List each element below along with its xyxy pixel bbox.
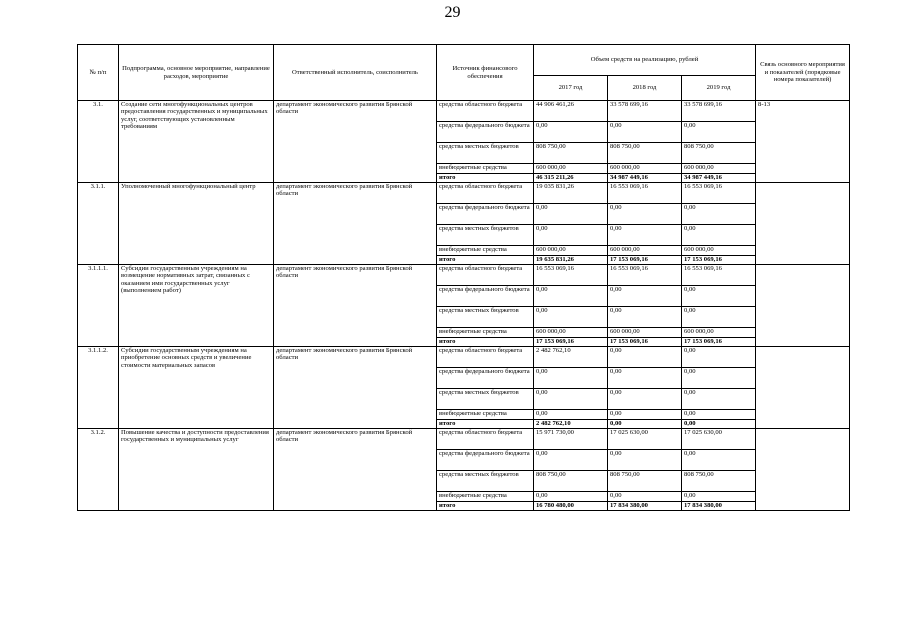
row-executor: департамент экономического развития Брянской области xyxy=(274,183,437,265)
amount-2019: 17 153 069,16 xyxy=(682,338,756,347)
amount-2019: 0,00 xyxy=(682,204,756,225)
amount-2018: 17 153 069,16 xyxy=(608,256,682,265)
amount-2017: 0,00 xyxy=(534,225,608,246)
row-code: 3.1.2. xyxy=(78,429,119,511)
amount-2017: 0,00 xyxy=(534,204,608,225)
funding-source: средства местных бюджетов xyxy=(437,389,534,410)
amount-2019: 0,00 xyxy=(682,286,756,307)
funding-source: средства областного бюджета xyxy=(437,265,534,286)
amount-2019: 0,00 xyxy=(682,347,756,368)
indicator-link: 8-13 xyxy=(756,101,850,183)
amount-2018: 600 000,00 xyxy=(608,328,682,338)
amount-2019: 0,00 xyxy=(682,450,756,471)
amount-2019: 600 000,00 xyxy=(682,164,756,174)
amount-2017: 0,00 xyxy=(534,286,608,307)
amount-2017: 0,00 xyxy=(534,450,608,471)
amount-2019: 0,00 xyxy=(682,389,756,410)
funding-source: итого xyxy=(437,502,534,511)
funding-source: средства местных бюджетов xyxy=(437,471,534,492)
amount-2018: 17 834 380,00 xyxy=(608,502,682,511)
amount-2017: 2 482 762,10 xyxy=(534,420,608,429)
amount-2018: 0,00 xyxy=(608,492,682,502)
amount-2019: 0,00 xyxy=(682,122,756,143)
amount-2019: 0,00 xyxy=(682,225,756,246)
funding-source: итого xyxy=(437,338,534,347)
amount-2017: 16 780 480,00 xyxy=(534,502,608,511)
indicator-link xyxy=(756,183,850,265)
row-executor: департамент экономического развития Брянской области xyxy=(274,101,437,183)
funding-source: средства федерального бюджета xyxy=(437,122,534,143)
table-row xyxy=(78,265,850,286)
funding-source: средства областного бюджета xyxy=(437,183,534,204)
amount-2018: 808 750,00 xyxy=(608,471,682,492)
amount-2017: 600 000,00 xyxy=(534,164,608,174)
row-executor: департамент экономического развития Брянской области xyxy=(274,429,437,511)
funding-source: внебюджетные средства xyxy=(437,246,534,256)
amount-2017: 19 035 831,26 xyxy=(534,183,608,204)
amount-2018: 34 987 449,16 xyxy=(608,174,682,183)
header-executor: Ответственный исполнитель, соисполнитель xyxy=(274,45,437,101)
amount-2018: 0,00 xyxy=(608,410,682,420)
amount-2019: 34 987 449,16 xyxy=(682,174,756,183)
amount-2017: 15 971 730,00 xyxy=(534,429,608,450)
table-body xyxy=(78,101,850,511)
amount-2018: 0,00 xyxy=(608,286,682,307)
funding-source: средства областного бюджета xyxy=(437,101,534,122)
amount-2019: 16 553 069,16 xyxy=(682,265,756,286)
header-source: Источник финансового обеспечения xyxy=(437,45,534,101)
indicator-link xyxy=(756,265,850,347)
amount-2018: 808 750,00 xyxy=(608,143,682,164)
amount-2017: 0,00 xyxy=(534,492,608,502)
funding-source: средства федерального бюджета xyxy=(437,204,534,225)
amount-2018: 0,00 xyxy=(608,368,682,389)
amount-2018: 0,00 xyxy=(608,307,682,328)
amount-2019: 0,00 xyxy=(682,420,756,429)
amount-2017: 17 153 069,16 xyxy=(534,338,608,347)
funding-source: средства федерального бюджета xyxy=(437,368,534,389)
row-activity-name: Уполномоченный многофункциональный центр xyxy=(119,183,274,265)
amount-2018: 0,00 xyxy=(608,420,682,429)
amount-2018: 0,00 xyxy=(608,389,682,410)
amount-2017: 0,00 xyxy=(534,122,608,143)
header-subprogram: Подпрограмма, основное мероприятие, направление расходов, мероприятие xyxy=(119,45,274,101)
header-year-2018: 2018 год xyxy=(608,76,682,101)
funding-source: внебюджетные средства xyxy=(437,492,534,502)
amount-2018: 0,00 xyxy=(608,450,682,471)
row-code: 3.1.1.1. xyxy=(78,265,119,347)
amount-2019: 17 153 069,16 xyxy=(682,256,756,265)
amount-2019: 0,00 xyxy=(682,368,756,389)
amount-2019: 33 578 699,16 xyxy=(682,101,756,122)
amount-2018: 16 553 069,16 xyxy=(608,265,682,286)
funding-source: средства местных бюджетов xyxy=(437,143,534,164)
amount-2018: 0,00 xyxy=(608,204,682,225)
funding-source: средства местных бюджетов xyxy=(437,307,534,328)
funding-source: внебюджетные средства xyxy=(437,164,534,174)
row-code: 3.1.1.2. xyxy=(78,347,119,429)
row-activity-name: Субсидии государственным учреждениям на возмещение нормативных затрат, связанных с оказанием ими государственных услуг (выполнением работ) xyxy=(119,265,274,347)
amount-2019: 808 750,00 xyxy=(682,471,756,492)
funding-source: итого xyxy=(437,174,534,183)
indicator-link xyxy=(756,347,850,429)
amount-2019: 0,00 xyxy=(682,307,756,328)
row-activity-name: Повышение качества и доступности предоставления государственных и муниципальных услуг xyxy=(119,429,274,511)
funding-source: средства федерального бюджета xyxy=(437,286,534,307)
funding-source: средства местных бюджетов xyxy=(437,225,534,246)
header-year-2017: 2017 год xyxy=(534,76,608,101)
amount-2019: 600 000,00 xyxy=(682,246,756,256)
header-year-2019: 2019 год xyxy=(682,76,756,101)
row-code: 3.1. xyxy=(78,101,119,183)
amount-2018: 33 578 699,16 xyxy=(608,101,682,122)
amount-2019: 16 553 069,16 xyxy=(682,183,756,204)
table-row xyxy=(78,101,850,122)
amount-2019: 808 750,00 xyxy=(682,143,756,164)
amount-2018: 600 000,00 xyxy=(608,164,682,174)
amount-2018: 600 000,00 xyxy=(608,246,682,256)
funding-source: средства областного бюджета xyxy=(437,429,534,450)
amount-2019: 600 000,00 xyxy=(682,328,756,338)
funding-source: средства федерального бюджета xyxy=(437,450,534,471)
amount-2017: 0,00 xyxy=(534,368,608,389)
row-executor: департамент экономического развития Брянской области xyxy=(274,347,437,429)
row-activity-name: Субсидии государственным учреждениям на приобретение основных средств и увеличение стоимости материальных запасов xyxy=(119,347,274,429)
funding-source: средства областного бюджета xyxy=(437,347,534,368)
amount-2017: 600 000,00 xyxy=(534,246,608,256)
amount-2017: 19 635 831,26 xyxy=(534,256,608,265)
amount-2018: 16 553 069,16 xyxy=(608,183,682,204)
amount-2017: 0,00 xyxy=(534,307,608,328)
amount-2017: 46 315 211,26 xyxy=(534,174,608,183)
funding-source: внебюджетные средства xyxy=(437,410,534,420)
amount-2017: 808 750,00 xyxy=(534,471,608,492)
amount-2019: 17 025 630,00 xyxy=(682,429,756,450)
amount-2019: 0,00 xyxy=(682,410,756,420)
header-link: Связь основного мероприятия и показателей (порядковые номера показателей) xyxy=(756,45,850,101)
amount-2017: 2 482 762,10 xyxy=(534,347,608,368)
amount-2018: 0,00 xyxy=(608,347,682,368)
table-row xyxy=(78,183,850,204)
table-row xyxy=(78,347,850,368)
amount-2017: 808 750,00 xyxy=(534,143,608,164)
amount-2018: 17 153 069,16 xyxy=(608,338,682,347)
amount-2019: 0,00 xyxy=(682,492,756,502)
funding-source: внебюджетные средства xyxy=(437,328,534,338)
row-code: 3.1.1. xyxy=(78,183,119,265)
amount-2018: 17 025 630,00 xyxy=(608,429,682,450)
amount-2019: 17 834 380,00 xyxy=(682,502,756,511)
table-header xyxy=(78,45,850,101)
amount-2017: 0,00 xyxy=(534,389,608,410)
funding-source: итого xyxy=(437,256,534,265)
amount-2018: 0,00 xyxy=(608,122,682,143)
amount-2018: 0,00 xyxy=(608,225,682,246)
amount-2017: 44 906 461,26 xyxy=(534,101,608,122)
row-activity-name: Создание сети многофункциональных центров предоставления государственных и муниципальных услуг, соответствующих установленным требованиям xyxy=(119,101,274,183)
table-row xyxy=(78,429,850,450)
header-num: № п/п xyxy=(78,45,119,101)
amount-2017: 0,00 xyxy=(534,410,608,420)
indicator-link xyxy=(756,429,850,511)
financing-table xyxy=(77,44,850,511)
amount-2017: 16 553 069,16 xyxy=(534,265,608,286)
amount-2017: 600 000,00 xyxy=(534,328,608,338)
page-number: 29 xyxy=(444,4,461,21)
header-volume: Объем средств на реализацию, рублей xyxy=(534,45,756,76)
row-executor: департамент экономического развития Брянской области xyxy=(274,265,437,347)
funding-source: итого xyxy=(437,420,534,429)
